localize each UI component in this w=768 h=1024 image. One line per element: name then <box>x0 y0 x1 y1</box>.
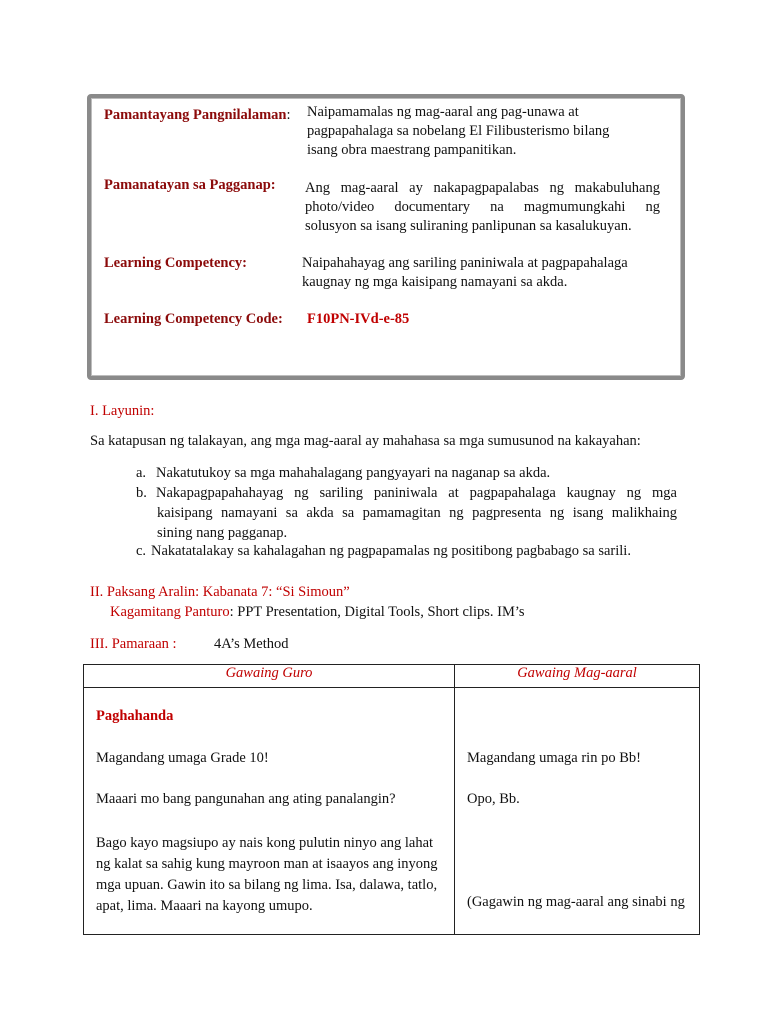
performance-standard-label: Pamanatayan sa Pagganap: <box>104 177 276 193</box>
objective-c: Nakatatalakay sa kahalagahan ng pagpapamalas ng positibong pagbabago sa sarili. <box>151 543 631 559</box>
content-standard-label: Pamantayang Pangnilalaman: <box>104 107 291 123</box>
section-preparation: Paghahanda <box>96 708 174 724</box>
objective-b: Nakapagpapahahayag ng sariling paniniwala at pagpapahalaga kaugnay ng mga <box>156 485 677 501</box>
teacher-cell <box>84 688 455 935</box>
student-line-1: Magandang umaga rin po Bb! <box>467 750 641 766</box>
teacher-line-2: Maaari mo bang pangunahan ang ating panalangin? <box>96 791 396 807</box>
objective-b-marker: b. <box>136 485 147 501</box>
student-cell <box>455 688 700 935</box>
lesson-table <box>83 664 700 935</box>
student-line-2: Opo, Bb. <box>467 791 520 807</box>
teacher-line-3: Bago kayo magsiupo ay nais kong pulutin ninyo ang lahat ng kalat sa sahig kung mayroon man at isaayos ang inyong mga upuan. Gawin ito sa bilang ng lima. Isa, dalawa, tatlo, apat, lima. Maaari na kayong umupo. <box>96 835 438 914</box>
materials-value: : PPT Presentation, Digital Tools, Short clips. IM’s <box>229 604 525 620</box>
objectives-heading: I. Layunin: <box>90 403 155 419</box>
objective-b-cont: kaisipang namayani sa akda sa pamamagitan ng pagpresenta ng isang malikhaing sining nang pagganap. <box>157 505 677 541</box>
materials-line <box>110 604 525 621</box>
objectives-intro: Sa katapusan ng talakayan, ang mga mag-aaral ay mahahasa sa mga sumusunod na kakayahan: <box>90 433 641 449</box>
objective-a: Nakatutukoy sa mga mahahalagang pangyayari na naganap sa akda. <box>156 465 551 481</box>
competency-code-label: Learning Competency Code: <box>104 311 283 327</box>
learning-competency-label: Learning Competency: <box>104 255 247 271</box>
procedure-method: 4A’s Method <box>214 636 289 652</box>
objective-c-marker: c. <box>136 543 147 559</box>
competency-code-value: F10PN-IVd-e-85 <box>307 311 410 327</box>
teacher-column-header: Gawaing Guro <box>84 665 455 688</box>
student-line-3: (Gagawin ng mag-aaral ang sinabi ng <box>467 894 685 910</box>
student-column-header: Gawaing Mag-aaral <box>455 665 700 688</box>
procedure-heading: III. Pamaraan : <box>90 636 177 652</box>
teacher-line-1: Magandang umaga Grade 10! <box>96 750 269 766</box>
objective-a-marker: a. <box>136 465 147 481</box>
materials-label: Kagamitang Panturo <box>110 604 230 620</box>
content-standard-text: Naipamamalas ng mag-aaral ang pag-unawa at pagpapahalaga sa nobelang El Filibusterismo bilang isang obra maestrang pampanitikan. <box>307 104 610 158</box>
performance-standard-text: Ang mag-aaral ay nakapagpapalabas ng makabuluhang photo/video documentary na magmumungkahi ng solusyon sa isang suliraning panlipunan sa kasalukuyan. <box>305 180 660 234</box>
subject-matter-heading: II. Paksang Aralin: Kabanata 7: “Si Simoun” <box>90 584 350 600</box>
learning-competency-text: Naipahahayag ang sariling paniniwala at pagpapahalaga kaugnay ng mga kaisipang namayani sa akda. <box>302 255 628 290</box>
